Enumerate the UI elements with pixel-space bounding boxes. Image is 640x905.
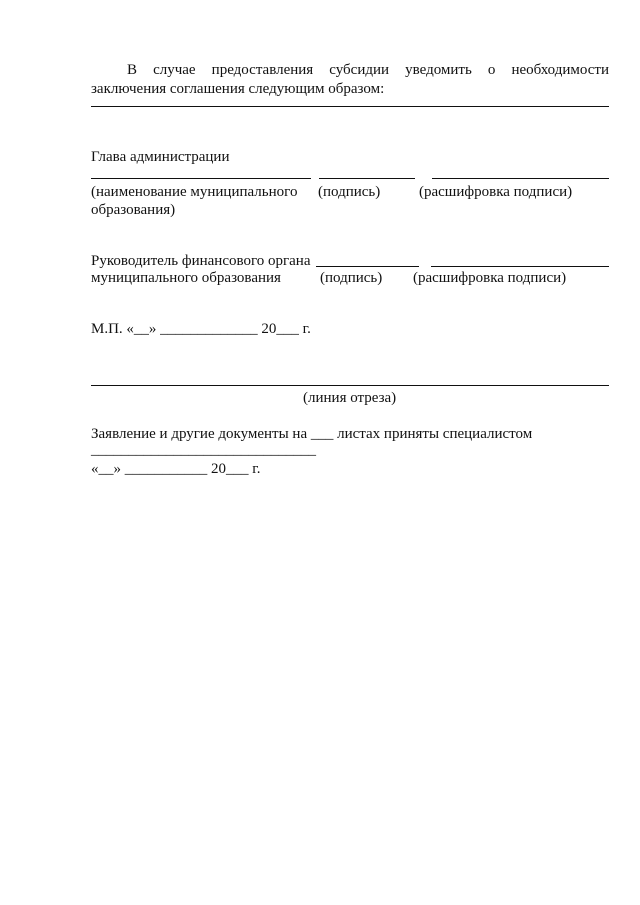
finance-caption-decoding: (расшифровка подписи): [413, 270, 567, 286]
head-caption-name-1: (наименование муниципального: [91, 184, 298, 200]
head-name-line: [91, 178, 311, 179]
notification-method-line: [91, 106, 609, 107]
head-caption-name-2: образования): [91, 202, 176, 218]
receipt-specialist-line: ______________________________: [91, 442, 316, 458]
head-signature-line: [319, 178, 415, 179]
finance-title-2: муниципального образования: [91, 270, 281, 286]
head-caption-signature: (подпись): [318, 184, 381, 200]
head-decoding-line: [432, 178, 609, 179]
intro-line-2: заключения соглашения следующим образом:: [91, 81, 385, 97]
cut-line: [91, 385, 609, 386]
cut-line-label: (линия отреза): [303, 390, 397, 406]
head-caption-decoding: (расшифровка подписи): [419, 184, 573, 200]
finance-signature-line: [316, 266, 419, 267]
receipt-date-line: «__» ___________ 20___ г.: [91, 461, 261, 477]
receipt-line-1: Заявление и другие документы на ___ листах приняты специалистом: [91, 426, 533, 442]
intro-line-1: В случае предоставления субсидии уведомить о необходимости: [127, 62, 609, 78]
head-title: Глава администрации: [91, 149, 230, 165]
finance-title-1: Руководитель финансового органа: [91, 253, 311, 269]
finance-caption-signature: (подпись): [320, 270, 383, 286]
finance-decoding-line: [431, 266, 609, 267]
stamp-date-line: М.П. «__» _____________ 20___ г.: [91, 321, 311, 337]
